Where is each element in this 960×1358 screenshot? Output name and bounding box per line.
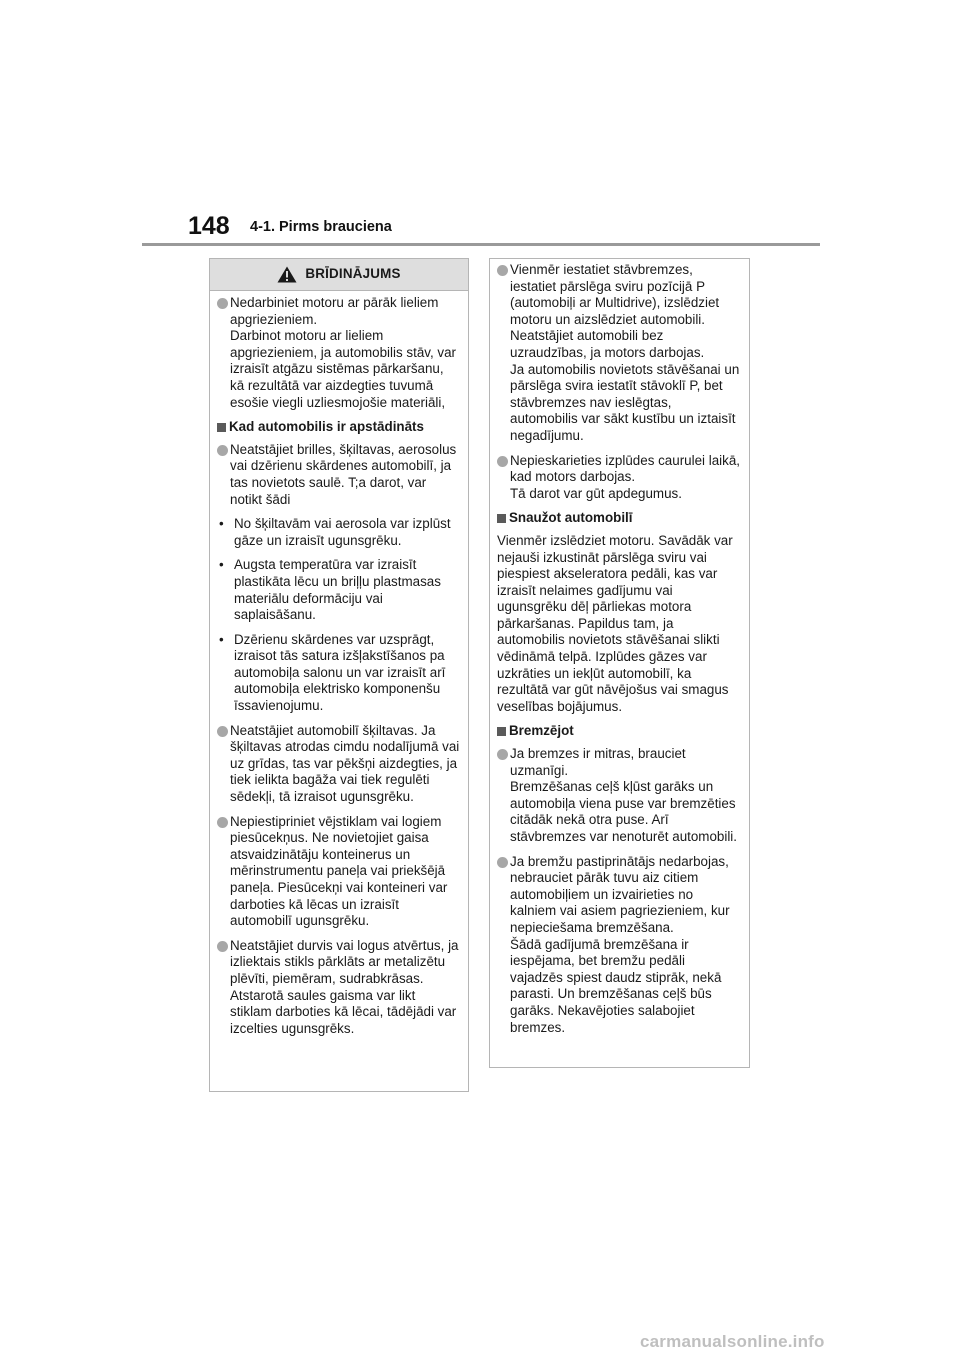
subheading: Bremzējot — [497, 723, 741, 740]
page-number: 148 — [188, 212, 230, 240]
list-item: Vienmēr iestatiet stāvbremzes, iestatiet pārslēga sviru pozīcijā P (automobiļi ar Multidrive), izslēdziet motoru un aizslēdziet automobili. Neatstājiet automobili bez uzraudzības, ja motors darbojas. Ja automobilis novietots stāvēšanai un pārslēga svira iestatīt stāvoklī P, bet stāvbremzes nav ieslēgtas, automobilis var sākt kustību un iztaisīt negadījumu. — [497, 262, 741, 445]
small-bullet-icon: • — [219, 516, 224, 532]
warning-box-left — [209, 258, 469, 1092]
small-bullet-icon: • — [219, 631, 224, 647]
warning-triangle-icon — [277, 266, 297, 283]
warning-header — [210, 259, 468, 291]
bullet-icon — [497, 857, 508, 868]
bullet-icon — [217, 445, 228, 456]
paragraph: Vienmēr izslēdziet motoru. Savādāk var nejauši izkustināt pārslēga sviru vai piespiest akseleratora pedāli, kas var izraisīt nelaimes gadījumu vai ugunsgrēku dēļ pārliekas motora pārkaršanas. Papildus tam, ja automobilis novietots stāvēšanai slikti vēdināmā telpā. Izplūdes gāzes var uzkrāties un iekļūt automobilī, ka rezultātā var gūt nāvējošus vai smagus veselības bojājumus. — [497, 532, 733, 714]
subheading: Snaužot automobilī — [497, 510, 741, 527]
watermark: carmanualsonline.info — [640, 1332, 825, 1351]
bullet-icon — [217, 817, 228, 828]
bullet-icon — [497, 749, 508, 760]
header-divider — [142, 243, 820, 246]
bullet-icon — [497, 265, 508, 276]
sub-list-item: • No šķiltavām vai aerosola var izplūst gāze un izraisīt ugunsgrēku. — [219, 516, 451, 548]
list-item: Ja bremzes ir mitras, brauciet uzmanīgi. Bremzēšanas ceļš kļūst garāks un automobiļa viena puse var bremzēties citādāk nekā otra puse. Arī stāvbremzes var nenoturēt automobili. — [497, 746, 741, 846]
warning-title: BRĪDINĀJUMS — [305, 266, 401, 282]
list-item: Neatstājiet brilles, šķiltavas, aerosolus vai dzērienu skārdenes automobilī, ja tas novietots saulē. T;a darot, var notikt šādi — [217, 442, 460, 508]
list-item: Ja bremžu pastiprinātājs nedarbojas, nebrauciet pārāk tuvu aiz citiem automobiļiem un izvairieties no kalniem vai asiem pagriezieniem, kur nepieciešama bremzēšana. Šādā gadījumā bremzēšana ir iespējama, bet bremžu pedāli vajadzēs spiest daudz stiprāk, nekā parasti. Un bremzēšanas ceļš būs garāks. Nekavējoties salabojiet bremzes. — [497, 854, 741, 1037]
list-item: Nepieskarieties izplūdes caurulei laikā, kad motors darbojas. Tā darot var gūt apdegumus. — [497, 453, 741, 503]
small-bullet-icon: • — [219, 557, 224, 573]
sub-list-item: • Augsta temperatūra var izraisīt plastikāta lēcu un briļļu plastmasas materiālu deformāciju vai saplaisāšanu. — [219, 557, 441, 623]
square-bullet-icon — [217, 423, 226, 432]
bullet-icon — [217, 941, 228, 952]
list-item: Nedarbiniet motoru ar pārāk lieliem apgriezieniem. Darbinot motoru ar lieliem apgriezieniem, ja automobilis stāv, var izraisīt atgāzu sistēmas pārkaršanu, kā rezultātā var aizdegties tuvumā esošie viegli uzliesmojošie materiāli, — [217, 295, 460, 411]
section-title: 4-1. Pirms brauciena — [250, 219, 392, 235]
square-bullet-icon — [497, 514, 506, 523]
warning-box-right — [489, 258, 750, 1068]
list-item: Nepiestipriniet vējstiklam vai logiem piesūcekņus. Ne novietojiet gaisa atsvaidzinātāju konteinerus un mērinstrumentu paneļa vai priekšējā paneļa. Piesūcekņi vai konteineri var darboties kā lēcas un izraisīt automobilī ugunsgrēku. — [217, 814, 460, 930]
subheading: Kad automobilis ir apstādināts — [217, 419, 460, 436]
bullet-icon — [217, 726, 228, 737]
list-item: Neatstājiet automobilī šķiltavas. Ja šķiltavas atrodas cimdu nodalījumā vai uz grīdas, tas var pēkšņi aizdegties, ja tiek ielikta bagāža vai tiek regulēti sēdekļi, tā izraisot ugunsgrēku. — [217, 723, 460, 806]
square-bullet-icon — [497, 727, 506, 736]
bullet-icon — [217, 298, 228, 309]
bullet-icon — [497, 456, 508, 467]
list-item: Neatstājiet durvis vai logus atvērtus, ja izliektais stikls pārklāts ar metalizētu plēvīti, piemēram, sudrabkrāsas. Atstarotā saules gaisma var likt stiklam darboties kā lēcai, tādējādi var izcelties ugunsgrēks. — [217, 938, 460, 1038]
sub-list-item: • Dzērienu skārdenes var uzsprāgt, izraisot tās satura izšļakstīšanos pa automobiļa salonu un var izraisīt arī automobiļa elektrisko komponenšu īssavienojumu. — [219, 631, 446, 714]
